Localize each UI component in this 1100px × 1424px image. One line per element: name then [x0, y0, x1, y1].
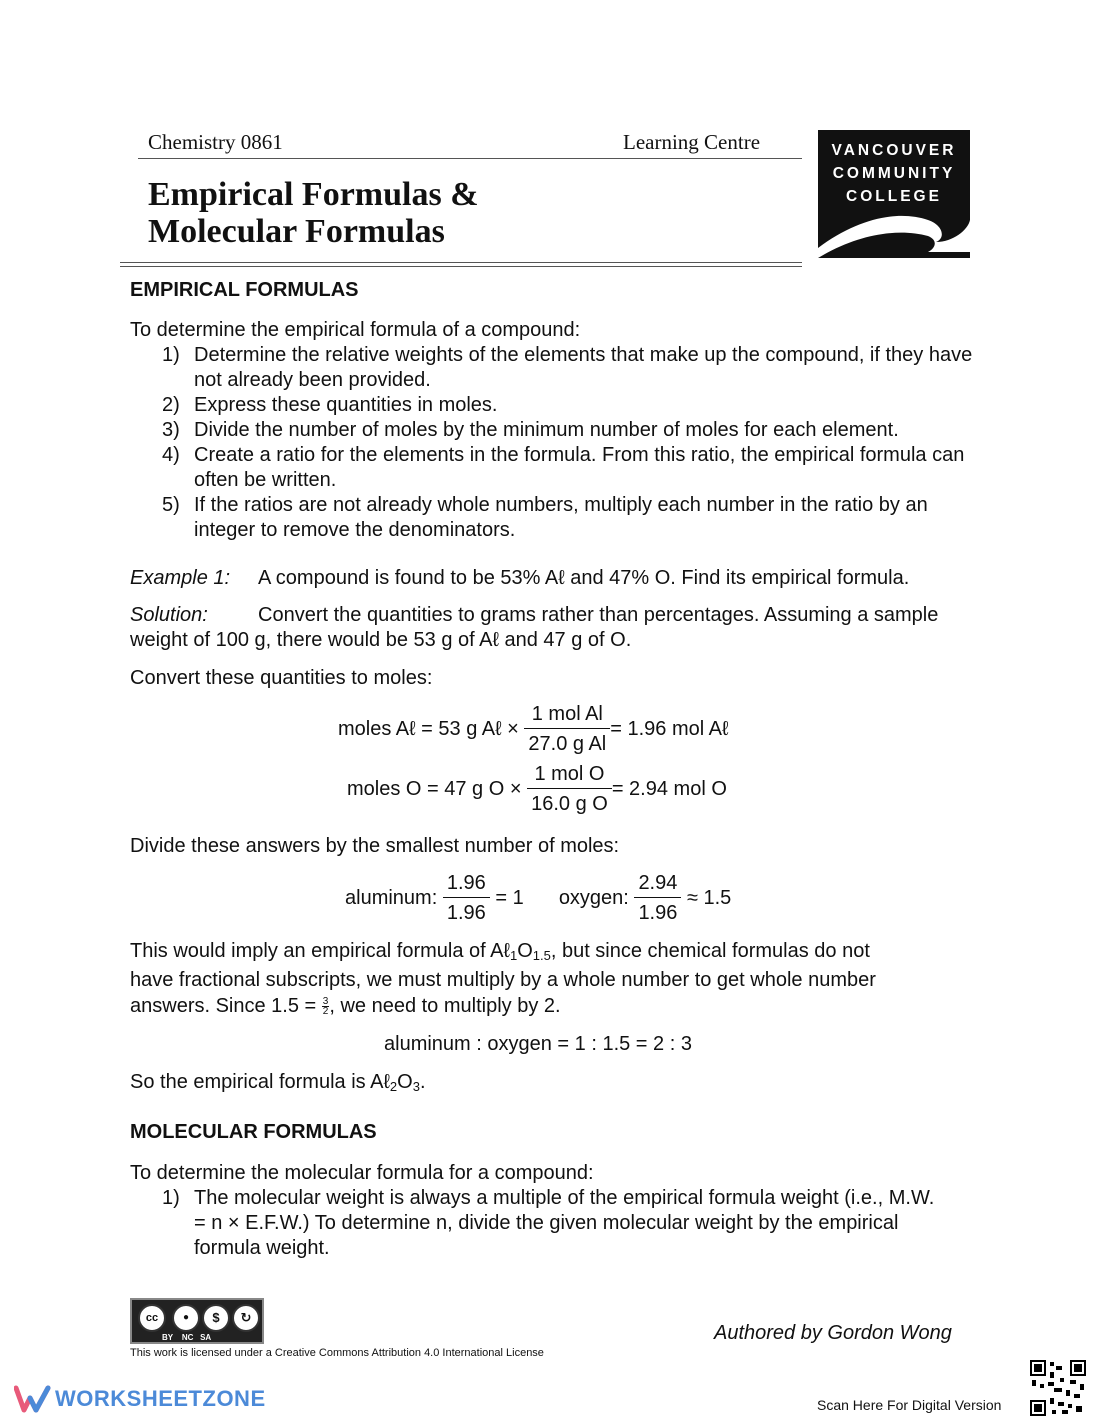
- course-name: Chemistry 0861: [148, 130, 283, 154]
- imply-paragraph: [130, 939, 1010, 1019]
- example-1: [130, 566, 1010, 591]
- logo-line-1: VANCOUVER: [831, 142, 957, 159]
- solution-label: Solution:: [130, 604, 208, 626]
- numerator: 1 mol Al: [524, 700, 610, 729]
- step-text: If the ratios are not already whole numbers, multiply each number in the ratio by an integer to remove the denominators.: [194, 494, 928, 541]
- title-line-2: Molecular Formulas: [148, 213, 445, 250]
- step-number: 3): [162, 419, 180, 441]
- convert-text: Convert these quantities to moles:: [130, 667, 433, 689]
- denominator: 2: [322, 1006, 329, 1018]
- text: answers. Since 1.5 =: [130, 995, 317, 1017]
- title-rule: [120, 262, 802, 267]
- cc-icon: cc: [138, 1304, 166, 1332]
- logo-line-2: COMMUNITY: [832, 165, 956, 182]
- text: This would imply an empirical formula of Aℓ: [130, 940, 510, 962]
- cc-license-badge[interactable]: [130, 1298, 264, 1344]
- text: , we need to multiply by 2.: [329, 995, 561, 1017]
- moles-o-equation: [347, 760, 727, 819]
- al-result: = 1: [495, 886, 524, 909]
- noncommercial-icon: $: [202, 1304, 230, 1332]
- eq-right: = 1.96 mol Aℓ: [610, 717, 729, 740]
- example-text: A compound is found to be 53% Aℓ and 47% O. Find its empirical formula.: [258, 567, 910, 589]
- denominator: 1.96: [638, 902, 678, 924]
- step-number: 5): [162, 494, 180, 516]
- subscript: 2: [389, 1079, 398, 1094]
- o-label: oxygen:: [558, 886, 629, 909]
- license-text[interactable]: This work is licensed under a Creative Commons Attribution 4.0 International License: [130, 1347, 544, 1359]
- page-title: [148, 176, 479, 250]
- list-item: [130, 343, 990, 393]
- step-text: The molecular weight is always a multiple of the empirical formula weight (i.e., M.W. = n × E.F.W.) To determine n, divide the given molecular weight by the empirical formula weight.: [194, 1187, 935, 1259]
- title-line-1: Empirical Formulas &: [148, 176, 479, 213]
- learning-centre: Learning Centre: [623, 130, 761, 154]
- header-rule: [138, 158, 802, 159]
- divide-text: Divide these answers by the smallest number of moles:: [130, 835, 620, 857]
- denominator: 27.0 g Al: [528, 733, 607, 755]
- text: .: [419, 1071, 426, 1093]
- imply-line-1: [130, 939, 1010, 968]
- molecular-intro: To determine the molecular formula for a compound:: [130, 1162, 594, 1184]
- al-label: aluminum:: [345, 886, 438, 909]
- worksheetzone-logo-icon: [14, 1384, 52, 1414]
- list-item: [130, 418, 990, 443]
- author: Authored by Gordon Wong: [714, 1322, 952, 1344]
- empirical-intro: To determine the empirical formula of a compound:: [130, 319, 581, 341]
- text: O: [517, 940, 533, 962]
- numerator: 1.96: [443, 869, 490, 898]
- step-text: Divide the number of moles by the minimum number of moles for each element.: [194, 419, 899, 441]
- step-text: Express these quantities in moles.: [194, 394, 498, 416]
- step-text: Determine the relative weights of the elements that make up the compound, if they have not already been provided.: [194, 344, 973, 391]
- list-item: [130, 443, 990, 493]
- text: O: [397, 1071, 413, 1093]
- denominator: 1.96: [446, 902, 486, 924]
- imply-line-3: [130, 994, 1010, 1019]
- fraction: [524, 700, 610, 759]
- numerator: 2.94: [634, 869, 681, 898]
- list-item: [130, 393, 990, 418]
- brand-name[interactable]: WORKSHEETZONE: [55, 1386, 266, 1411]
- text: So the empirical formula is Aℓ: [130, 1071, 390, 1093]
- moles-al-equation: [338, 700, 728, 759]
- empirical-steps: [130, 343, 990, 543]
- logo-wave-icon: [818, 130, 970, 258]
- attribution-icon: ●: [172, 1304, 200, 1332]
- division-equations: [345, 869, 731, 928]
- molecular-steps: [130, 1186, 950, 1261]
- solution-text: Convert the quantities to grams rather than percentages. Assuming a sample weight of 100 g, there would be 53 g of Aℓ and 47 g of O.: [130, 604, 939, 651]
- scan-text: Scan Here For Digital Version: [817, 1397, 1002, 1413]
- college-logo: [818, 130, 970, 258]
- denominator: 16.0 g O: [531, 793, 608, 815]
- fraction: [527, 760, 612, 819]
- step-text: Create a ratio for the elements in the formula. From this ratio, the empirical formula can often be written.: [194, 444, 965, 491]
- list-item: [130, 493, 990, 543]
- eq-right: = 2.94 mol O: [611, 777, 727, 800]
- subscript: 1: [509, 948, 518, 963]
- example-label: Example 1:: [130, 567, 231, 589]
- fraction: [634, 869, 681, 928]
- empirical-heading: EMPIRICAL FORMULAS: [130, 279, 359, 301]
- sharealike-icon: ↻: [232, 1304, 260, 1332]
- o-result: ≈ 1.5: [686, 886, 732, 909]
- list-item: [130, 1186, 950, 1261]
- fraction: [443, 869, 490, 928]
- eq-left: moles O = 47 g O ×: [347, 777, 522, 800]
- step-number: 1): [162, 1187, 180, 1209]
- imply-line-2: have fractional subscripts, we must multiply by a whole number to get whole number: [130, 969, 876, 991]
- qr-code-icon[interactable]: [1030, 1360, 1086, 1416]
- text: , but since chemical formulas do not: [550, 940, 870, 962]
- cc-labels: BY NC SA: [162, 1333, 212, 1342]
- solution: [130, 603, 990, 653]
- numerator: 3: [322, 996, 329, 1008]
- step-number: 2): [162, 394, 180, 416]
- subscript: 3: [412, 1079, 420, 1094]
- step-number: 1): [162, 344, 180, 366]
- molecular-heading: MOLECULAR FORMULAS: [130, 1121, 377, 1143]
- ratio-equation: aluminum : oxygen = 1 : 1.5 = 2 : 3: [384, 1033, 692, 1055]
- eq-left: moles Aℓ = 53 g Aℓ ×: [338, 717, 519, 740]
- numerator: 1 mol O: [527, 760, 612, 789]
- so-empirical: [130, 1070, 426, 1099]
- logo-line-3: COLLEGE: [846, 188, 942, 205]
- step-number: 4): [162, 444, 180, 466]
- subscript: 1.5: [532, 948, 551, 963]
